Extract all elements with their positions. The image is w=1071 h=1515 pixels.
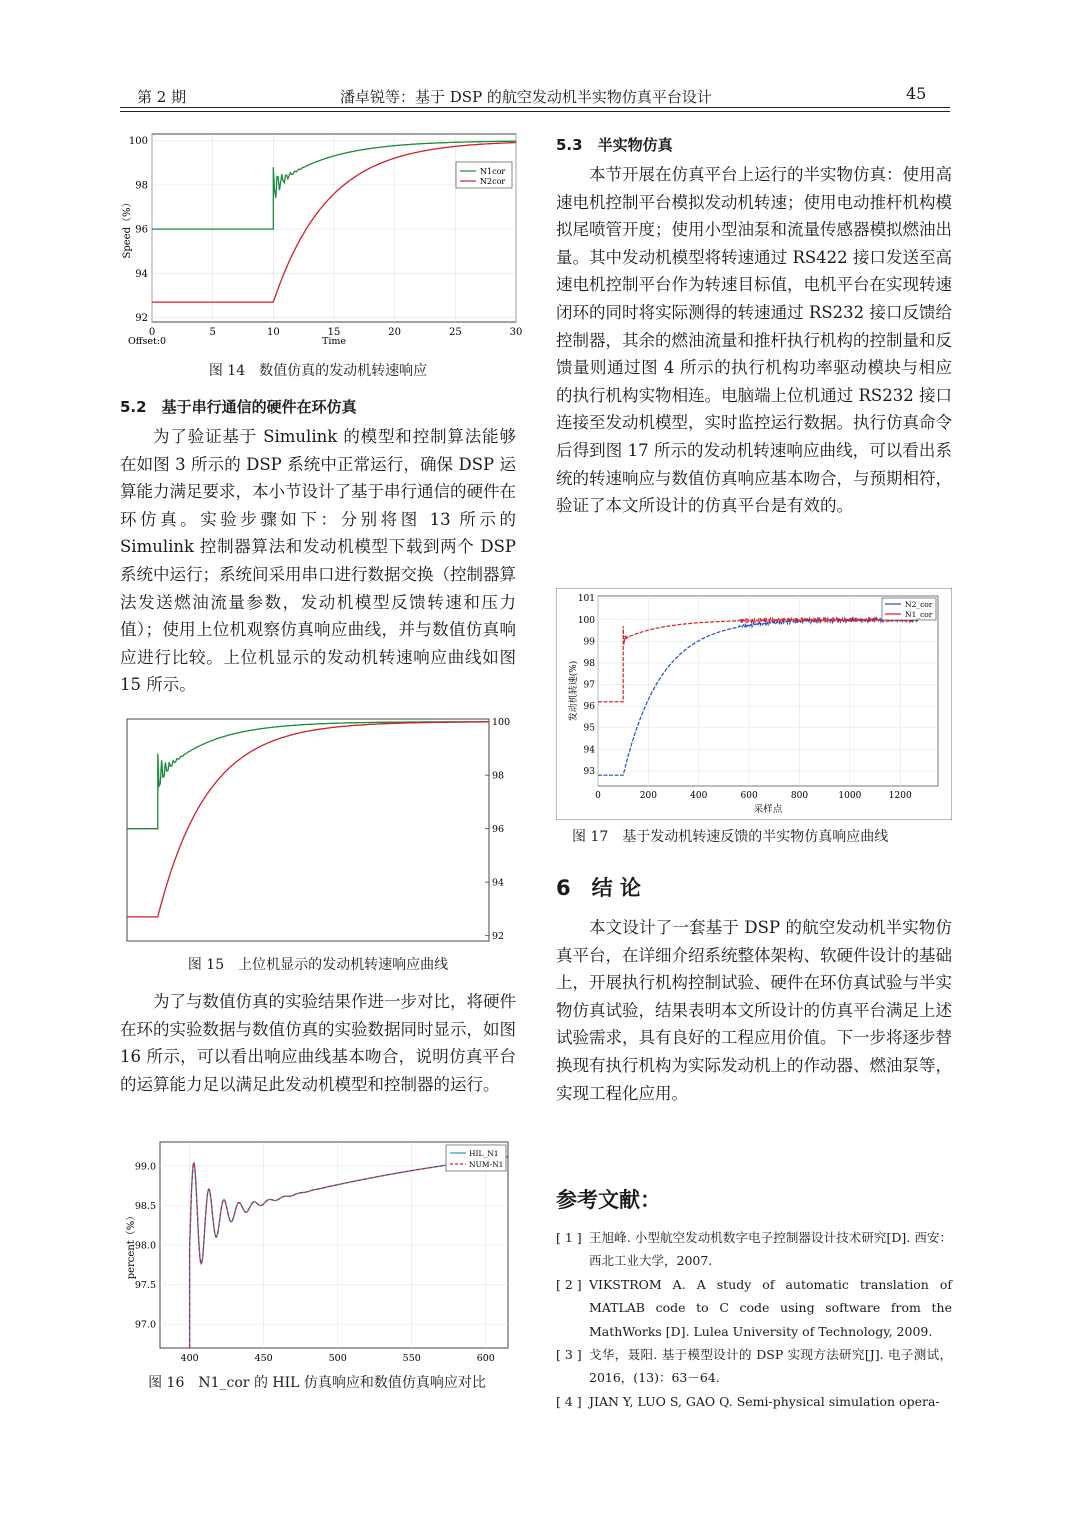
fig17-ytick-label: 94 <box>583 745 595 756</box>
fig16-intro-para: 为了与数值仿真的实验结果作进一步对比，将硬件在环的实验数据与数值仿真的实验数据同时显示，如图 16 所示，可以看出响应曲线基本吻合，说明仿真平台的运算能力足以满足此发动机模型和控制器的运行。 <box>120 992 516 1094</box>
page-number: 45 <box>906 84 927 103</box>
reference-number: [ 3 ] <box>556 1347 582 1363</box>
fig17-ytick-label: 97 <box>583 680 595 691</box>
figure-17 <box>556 588 952 820</box>
reference-text: 戈华，聂阳. 基于模型设计的 DSP 实现方法研究[J]. 电子测试，2016，(13)：63－64. <box>589 1347 952 1386</box>
fig14-xtick-label: 15 <box>327 327 341 338</box>
references-list <box>556 1226 952 1413</box>
fig14-ytick-label: 94 <box>135 268 148 280</box>
fig15-ytick-label: 96 <box>492 824 505 836</box>
fig16-ytick-label: 97.0 <box>134 1319 156 1331</box>
fig17-ytick-label: 93 <box>583 766 595 777</box>
fig16-legend <box>446 1145 506 1171</box>
fig14-ytick-label: 98 <box>135 180 148 192</box>
fig17-ytick-label: 98 <box>583 658 595 669</box>
fig16-xtick-label: 550 <box>402 1353 421 1364</box>
fig16-ytick-label: 98.0 <box>134 1240 156 1252</box>
fig14-legend <box>456 162 512 188</box>
fig14-xtick-label: 25 <box>448 327 462 338</box>
fig17-legend <box>882 598 936 620</box>
fig14-ylabel: Speed（%） <box>122 197 133 259</box>
fig14-xtick-label: 0 <box>148 327 156 338</box>
fig16-ytick-label: 99.0 <box>134 1161 156 1173</box>
fig17-ytick-label: 99 <box>583 637 595 648</box>
fig14-xlabel: Time <box>321 336 347 347</box>
fig17-xtick-label: 400 <box>690 791 708 801</box>
fig14-offset-label: Offset:0 <box>128 336 167 347</box>
fig15-caption: 图 15 上位机显示的发动机转速响应曲线 <box>187 957 449 973</box>
fig14-ytick-label: 92 <box>135 313 148 325</box>
fig16-ytick-label: 98.5 <box>134 1200 156 1212</box>
fig17-legend-n2cor: N2_cor <box>905 600 933 609</box>
header-title: 潘卓锐等：基于 DSP 的航空发动机半实物仿真平台设计 <box>340 88 712 106</box>
fig17-caption: 图 17 基于发动机转速反馈的半实物仿真响应曲线 <box>572 829 889 845</box>
reference-item <box>556 1343 952 1390</box>
fig16-intro <box>120 988 516 1098</box>
fig16-ytick-label: 97.5 <box>134 1280 156 1292</box>
references-heading: 参考文献： <box>556 1188 661 1212</box>
fig14-legend-n1cor: N1cor <box>480 167 506 176</box>
reference-text: VIKSTROM A. A study of automatic translation of MATLAB code to C code using software from the MathWorks [D]. Lulea University of Technology, 2009. <box>589 1276 952 1339</box>
header-rule-thin <box>120 111 950 112</box>
fig16-legend-num: NUM-N1 <box>469 1160 504 1169</box>
fig17-xtick-label: 600 <box>740 791 758 801</box>
section-6-body <box>556 914 952 1107</box>
fig16-ylabel: percent（%） <box>126 1210 137 1280</box>
reference-number: [ 1 ] <box>556 1230 582 1245</box>
section-6-para: 本文设计了一套基于 DSP 的航空发动机半实物仿真平台，在详细介绍系统整体架构、软硬件设计的基础上，开展执行机构控制试验、硬件在环仿真试验与半实物仿真试验，结果表明本文所设计的仿真平台满足上述试验需求，具有良好的工程应用价值。下一步将逐步替换现有执行机构为实际发动机上的作动器、燃油泵等，实现工程化应用。 <box>556 918 952 1103</box>
reference-text: 王旭峰. 小型航空发动机数字电子控制器设计技术研究[D]. 西安：西北工业大学，2007. <box>589 1230 952 1269</box>
fig17-xlabel: 采样点 <box>753 804 783 815</box>
fig16-xtick-label: 450 <box>254 1353 273 1364</box>
fig16-xtick-label: 600 <box>476 1353 495 1364</box>
fig17-ytick-label: 95 <box>583 723 595 734</box>
fig17-xtick-label: 1000 <box>838 791 862 801</box>
fig16-caption: 图 16 N1_cor 的 HIL 仿真响应和数值仿真响应对比 <box>148 1375 486 1391</box>
fig16-legend-hil: HIL_N1 <box>469 1149 499 1158</box>
section-6-heading: 6 结 论 <box>556 876 641 900</box>
fig15-ytick-label: 94 <box>492 877 505 889</box>
reference-item <box>556 1273 952 1343</box>
fig14-ytick-label: 96 <box>135 224 148 236</box>
fig14-xtick-label: 20 <box>388 327 402 338</box>
fig17-legend-n1cor: N1_cor <box>905 610 933 619</box>
header-rule <box>120 107 950 108</box>
section-5-3-para: 本节开展在仿真平台上运行的半实物仿真：使用高速电机控制平台模拟发动机转速；使用电动推杆机构模拟尾喷管开度；使用小型油泵和流量传感器模拟燃油出量。其中发动机模型将转速通过 RS422 接口发送至高速电机控制平台作为转速目标值，电机平台在实现转速闭环的同时将实际测得的转速通过 RS232 接口反馈给控制器，其余的燃油流量和推杆执行机构的控制量和反馈量则通过图 4 所示的执行机构功率驱动模块与相应的执行机构实物相连。电脑端上位机通过 RS232 接口连接至发动机模型，实时监控运行数据。执行仿真命令后得到图 17 所示的发动机转速响应曲线，可以看出系统的转速响应与数值仿真响应基本吻合，与预期相符，验证了本文所设计的仿真平台是有效的。 <box>556 165 952 516</box>
fig17-ytick-label: 96 <box>583 702 595 713</box>
section-5-2-heading: 5.2 基于串行通信的硬件在环仿真 <box>120 398 357 416</box>
figure-15 <box>126 718 526 946</box>
fig17-xtick-label: 1200 <box>888 791 912 801</box>
header-issue: 第 2 期 <box>137 88 187 106</box>
section-5-2-para: 为了验证基于 Simulink 的模型和控制算法能够在如图 3 所示的 DSP 系统中正常运行，确保 DSP 运算能力满足要求，本小节设计了基于串行通信的硬件在环仿真。实验步骤如下：分别将图 13 所示的 Simulink 控制器算法和发动机模型下载到两个 DSP 系统中运行；系统间采用串口进行数据交换（控制器算法发送燃油流量参数，发动机模型反馈转速和压力值）；使用上位机观察仿真响应曲线，并与数值仿真响应进行比较。上位机显示的发动机转速响应曲线如图 15 所示。 <box>120 427 516 695</box>
fig14-legend-n2cor: N2cor <box>480 177 506 186</box>
fig14-caption: 图 14 数值仿真的发动机转速响应 <box>208 363 428 379</box>
fig17-xtick-label: 0 <box>595 791 601 801</box>
fig14-xtick-label: 30 <box>509 327 523 338</box>
fig17-xtick-label: 800 <box>790 791 809 801</box>
figure-16 <box>112 1138 522 1370</box>
fig14-ytick-label: 100 <box>128 136 148 148</box>
reference-item <box>556 1390 952 1413</box>
fig16-xtick-label: 500 <box>328 1353 347 1364</box>
fig17-ytick-label: 100 <box>577 615 595 626</box>
fig16-xtick-label: 400 <box>180 1353 199 1364</box>
fig17-ylabel: 发动机转速(%) <box>569 660 579 722</box>
reference-number: [ 4 ] <box>556 1393 582 1409</box>
fig15-ytick-label: 92 <box>492 931 505 943</box>
section-5-3-body <box>556 161 952 520</box>
fig17-xtick-label: 200 <box>639 791 657 801</box>
section-5-3-heading: 5.3 半实物仿真 <box>556 136 673 154</box>
fig15-ytick-label: 98 <box>492 770 505 782</box>
reference-text: JIAN Y, LUO S, GAO Q. Semi-physical simulation opera- <box>589 1393 940 1409</box>
fig15-ytick-label: 100 <box>492 718 511 729</box>
fig14-xtick-label: 10 <box>266 327 280 338</box>
section-5-2-body <box>120 423 516 699</box>
fig14-xtick-label: 5 <box>209 327 216 338</box>
fig17-ytick-label: 101 <box>577 594 595 605</box>
figure-14 <box>108 126 528 351</box>
reference-item <box>556 1226 952 1273</box>
reference-number: [ 2 ] <box>556 1276 582 1292</box>
